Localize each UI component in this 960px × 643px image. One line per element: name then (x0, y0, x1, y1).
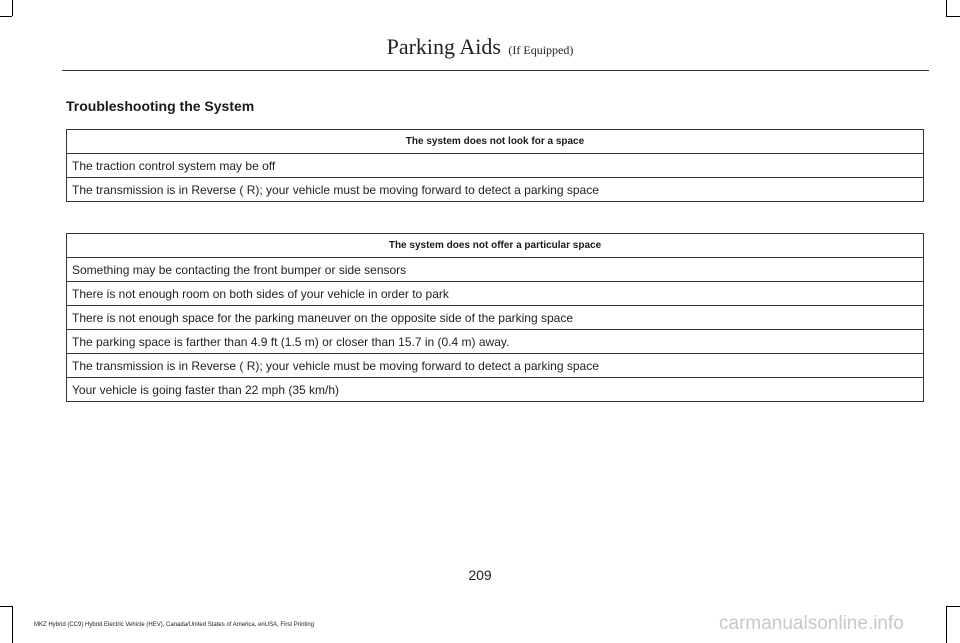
table-cell: The transmission is in Reverse ( R); your vehicle must be moving forward to detect a parking space (67, 354, 924, 378)
section-heading: Troubleshooting the System (66, 98, 255, 114)
crop-mark-bottom-left-vertical (12, 606, 13, 643)
table-cell: Your vehicle is going faster than 22 mph (35 km/h) (67, 378, 924, 402)
printing-info: MKZ Hybrid (CC9) Hybrid Electric Vehicle (HEV), Canada/United States of America, enUSA, First Printing (34, 622, 315, 628)
crop-mark-top-right-vertical (946, 0, 947, 16)
table-cell: There is not enough room on both sides of your vehicle in order to park (67, 282, 924, 306)
table-row (67, 354, 924, 378)
table-row (67, 154, 924, 178)
table-row (67, 282, 924, 306)
table-row (67, 306, 924, 330)
table-row (67, 378, 924, 402)
table-cell: The parking space is farther than 4.9 ft (1.5 m) or closer than 15.7 in (0.4 m) away. (67, 330, 924, 354)
troubleshooting-table-no-search (66, 129, 924, 202)
table-header: The system does not look for a space (67, 130, 924, 154)
header-title: Parking Aids (386, 34, 501, 59)
crop-mark-bottom-left-horizontal (0, 606, 12, 607)
crop-mark-top-left-horizontal (0, 16, 12, 17)
crop-mark-top-left-vertical (12, 0, 13, 16)
table-row (67, 330, 924, 354)
table-cell: There is not enough space for the parking maneuver on the opposite side of the parking space (67, 306, 924, 330)
table-header-row (67, 130, 924, 154)
watermark-logo: carmanualsonline.info (719, 613, 904, 634)
header-divider (62, 70, 929, 71)
header-subtitle: (If Equipped) (508, 43, 574, 57)
crop-mark-top-right-horizontal (946, 16, 960, 17)
table-cell: Something may be contacting the front bumper or side sensors (67, 258, 924, 282)
page-number: 209 (468, 567, 492, 583)
table-header: The system does not offer a particular space (67, 234, 924, 258)
table-cell: The transmission is in Reverse ( R); your vehicle must be moving forward to detect a parking space (67, 178, 924, 202)
table-header-row (67, 234, 924, 258)
crop-mark-bottom-right-horizontal (946, 606, 960, 607)
table-row (67, 258, 924, 282)
table-row (67, 178, 924, 202)
page-header (0, 34, 960, 60)
crop-mark-bottom-right-vertical (946, 606, 947, 643)
troubleshooting-table-no-offer (66, 233, 924, 402)
table-cell: The traction control system may be off (67, 154, 924, 178)
